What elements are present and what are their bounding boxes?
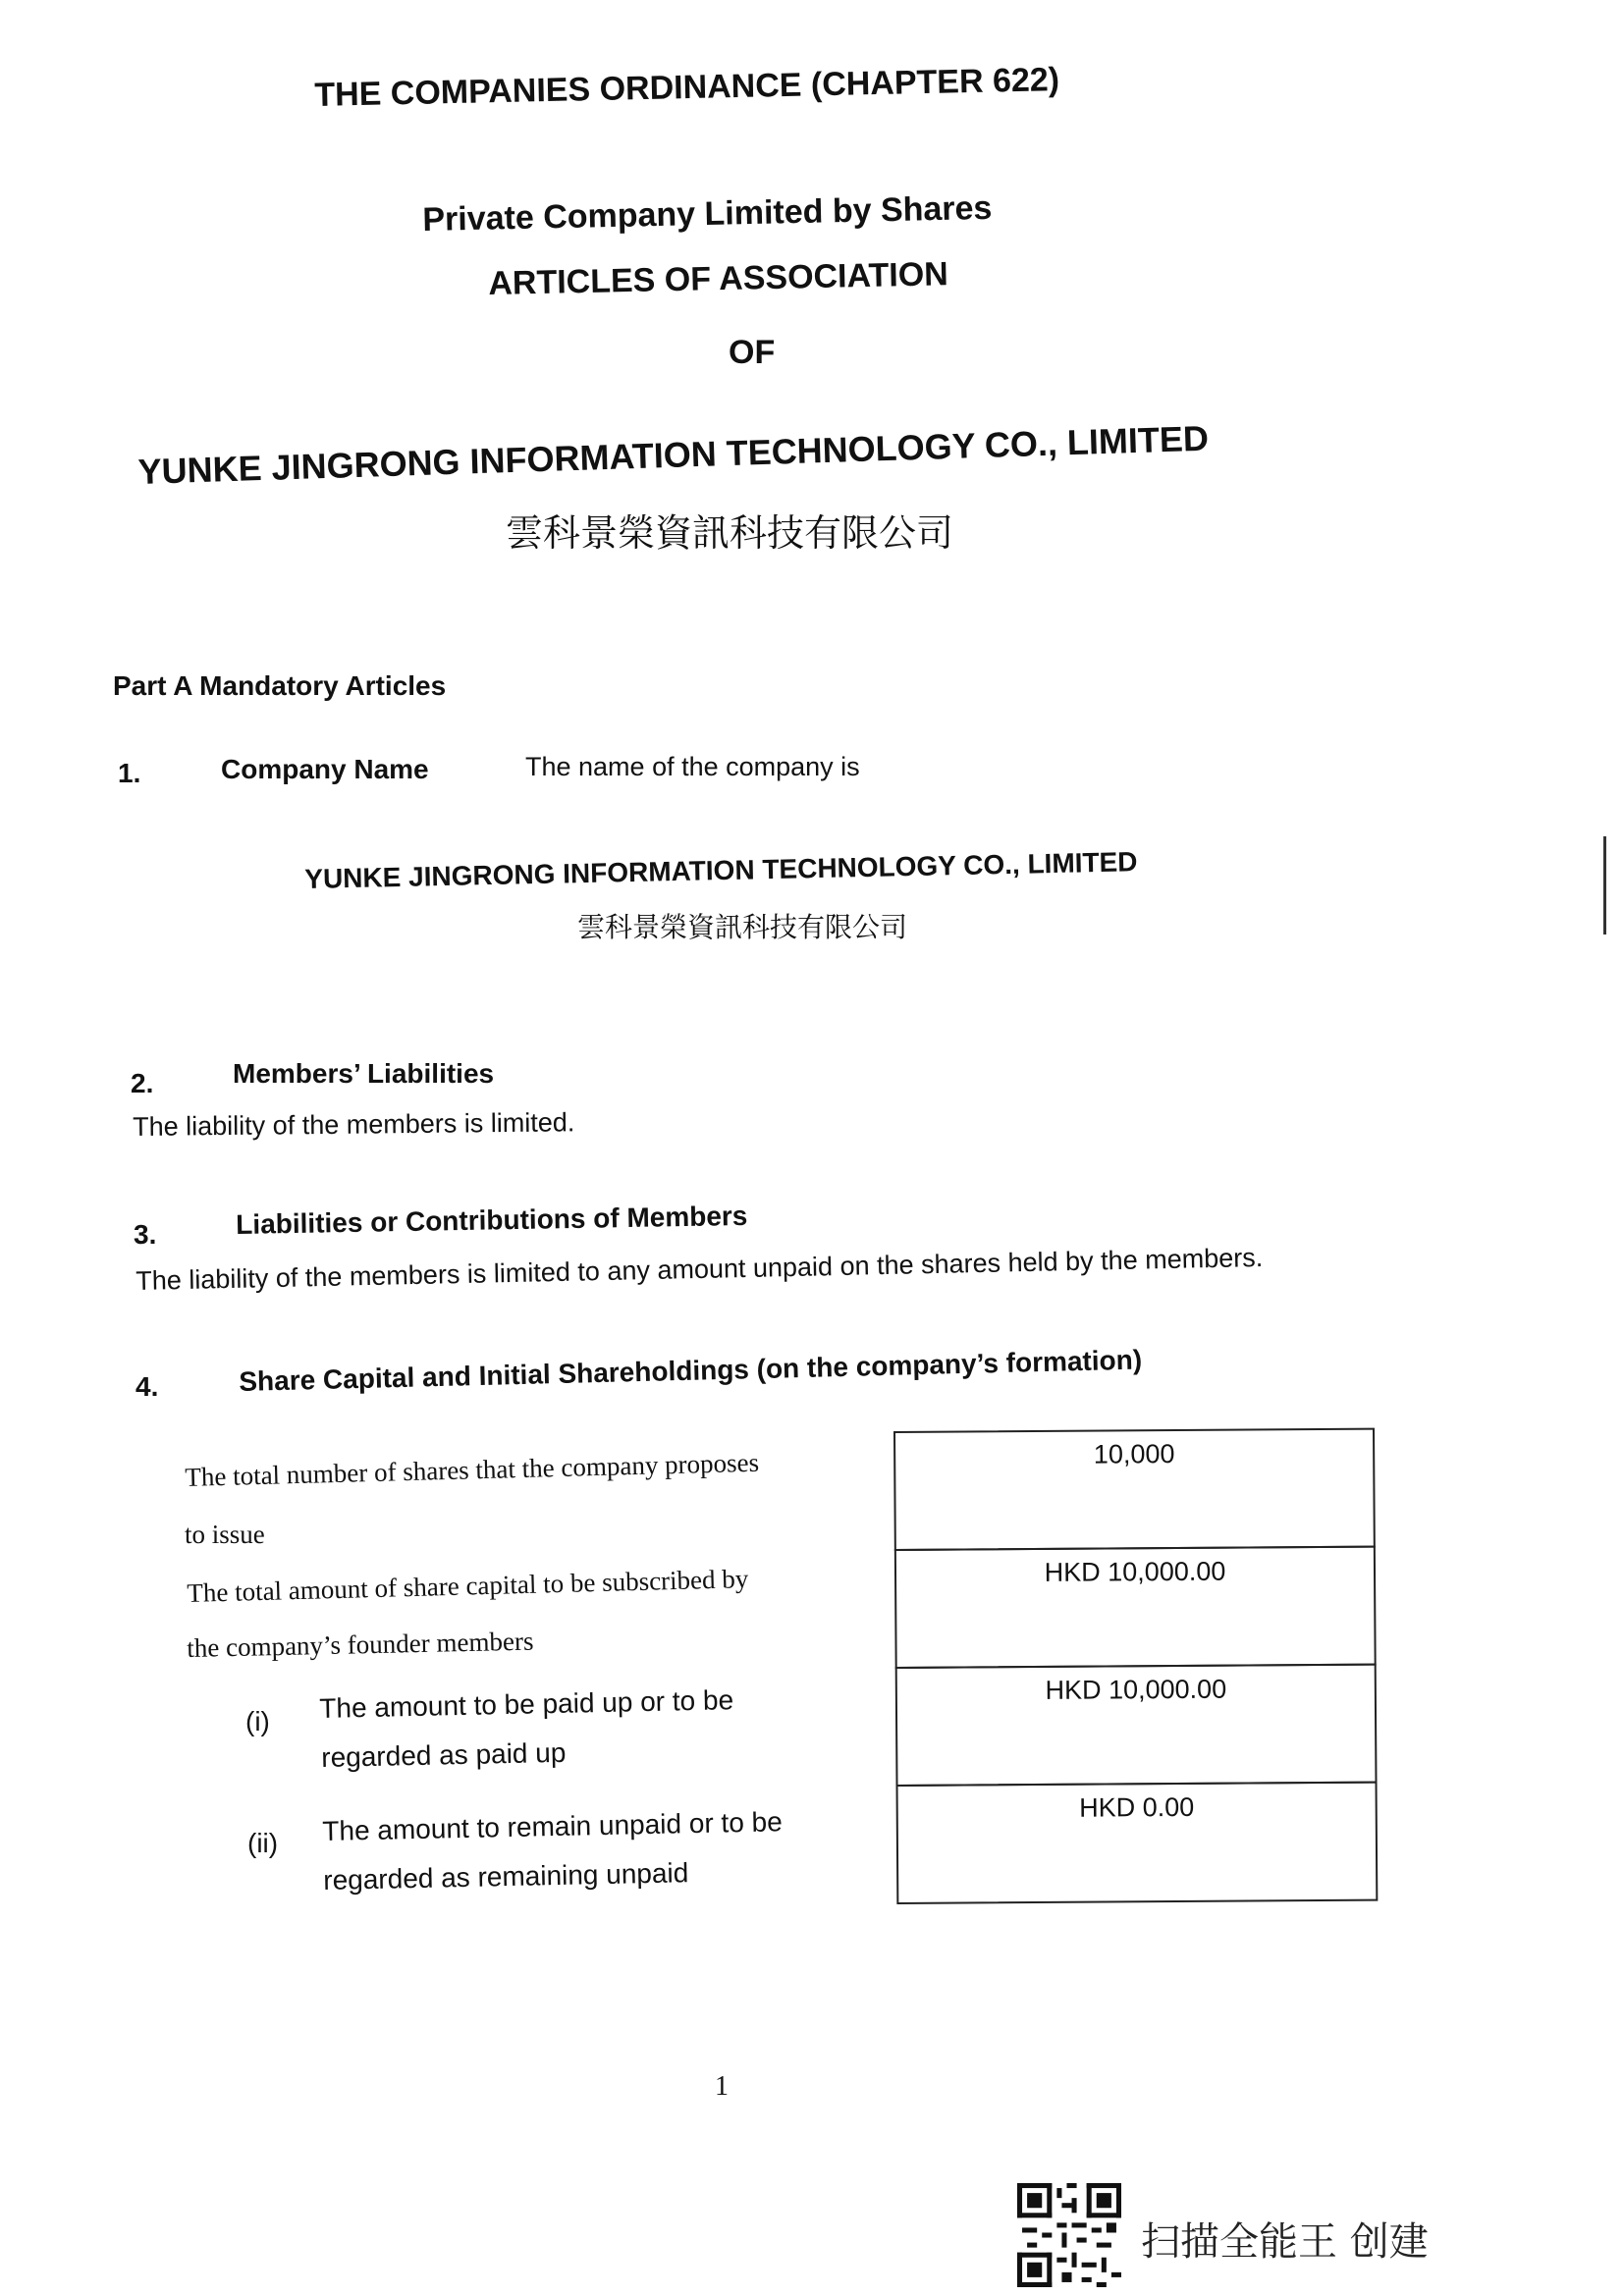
total-shares-label: The total number of shares that the company proposes: [185, 1447, 760, 1492]
page-number: 1: [715, 2071, 729, 2102]
qr-code-icon: [1017, 2183, 1121, 2287]
section-number: 3.: [134, 1219, 157, 1250]
section-text: The liability of the members is limited to any amount unpaid on the shares held by the members.: [135, 1242, 1264, 1296]
total-shares-value: 10,000: [893, 1428, 1376, 1551]
company-type-title: Private Company Limited by Shares: [422, 188, 993, 239]
unpaid-value: HKD 0.00: [896, 1782, 1379, 1904]
part-a-heading: Part A Mandatory Articles: [113, 670, 447, 701]
item-number: (ii): [247, 1828, 279, 1858]
paid-up-value: HKD 10,000.00: [895, 1664, 1378, 1787]
section-title: Share Capital and Initial Shareholdings (on the company’s formation): [239, 1344, 1143, 1397]
section-number: 4.: [135, 1371, 159, 1402]
paid-up-label: The amount to be paid up or to be: [319, 1684, 734, 1724]
total-shares-label: to issue: [185, 1520, 265, 1549]
company-name-chinese: 雲科景榮資訊科技有限公司: [506, 511, 954, 555]
paid-up-label: regarded as paid up: [321, 1736, 567, 1773]
document-title-of: OF: [729, 334, 776, 371]
scan-edge-mark: [1603, 836, 1606, 934]
total-capital-value: HKD 10,000.00: [894, 1546, 1377, 1669]
company-name-chinese: 雲科景榮資訊科技有限公司: [577, 911, 908, 943]
section-title: Company Name: [221, 754, 429, 784]
document-title: ARTICLES OF ASSOCIATION: [488, 255, 949, 302]
company-name-english: YUNKE JINGRONG INFORMATION TECHNOLOGY CO., LIMITED: [304, 846, 1138, 894]
share-capital-table: [893, 1428, 1380, 1902]
ordinance-title: THE COMPANIES ORDINANCE (CHAPTER 622): [314, 61, 1060, 114]
section-number: 2.: [131, 1068, 154, 1098]
item-number: (i): [245, 1706, 270, 1736]
unpaid-label: The amount to remain unpaid or to be: [322, 1806, 784, 1846]
unpaid-label: regarded as remaining unpaid: [323, 1857, 689, 1896]
scanner-watermark-text: 扫描全能王 创建: [1141, 2219, 1429, 2265]
section-title: Members’ Liabilities: [233, 1058, 495, 1089]
section-number: 1.: [118, 758, 141, 788]
section-text: The name of the company is: [525, 752, 860, 781]
company-name-english: YUNKE JINGRONG INFORMATION TECHNOLOGY CO., LIMITED: [137, 417, 1210, 492]
section-text: The liability of the members is limited.: [133, 1107, 575, 1142]
section-title: Liabilities or Contributions of Members: [236, 1200, 748, 1240]
total-capital-label: The total amount of share capital to be subscribed by: [187, 1564, 749, 1608]
total-capital-label: the company’s founder members: [187, 1626, 534, 1663]
